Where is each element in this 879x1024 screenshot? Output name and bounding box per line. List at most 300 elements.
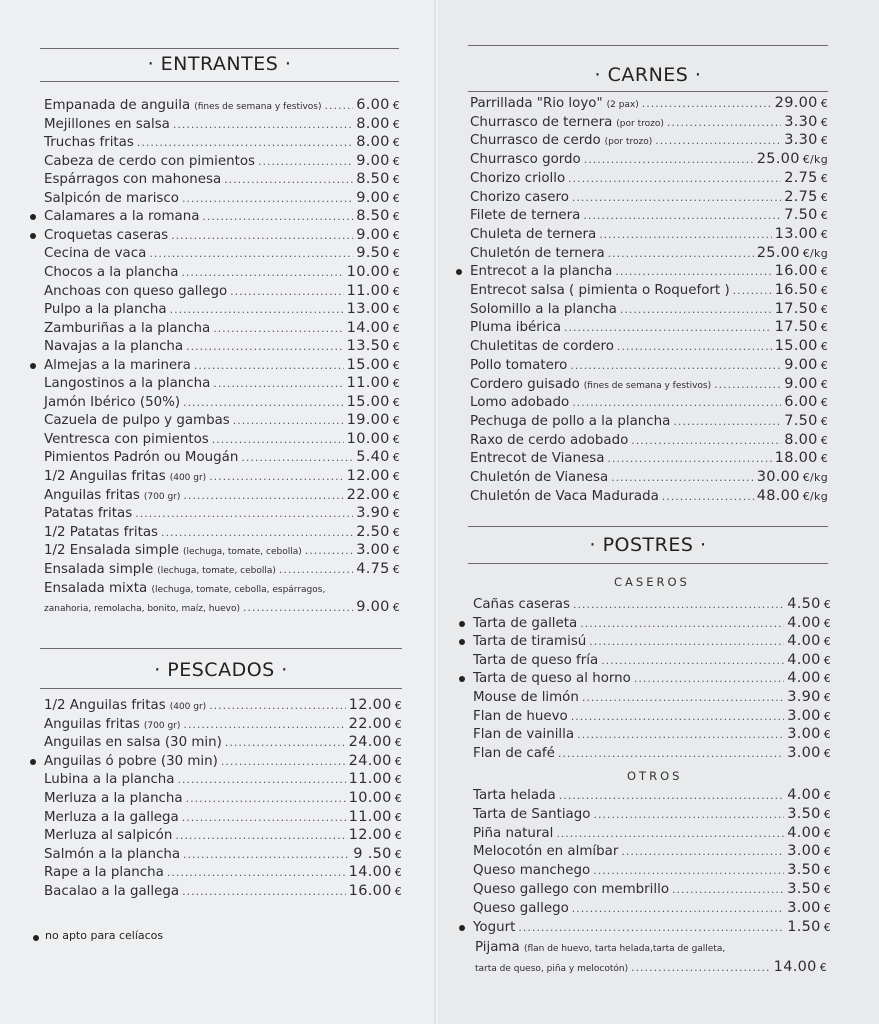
price-unit: €: [394, 773, 402, 787]
menu-item-name: Entrecot a la plancha: [470, 264, 613, 280]
menu-item: [44, 523, 400, 542]
price-value: 3.30: [784, 132, 818, 149]
legend-text: no apto para celíacos: [45, 929, 164, 942]
menu-item: [470, 300, 828, 319]
price-value: 15.00: [346, 356, 390, 373]
leader-dots: [518, 919, 784, 937]
menu-item: [470, 281, 828, 300]
price-unit: €: [394, 885, 402, 898]
price-unit: €: [392, 525, 400, 539]
leader-dots: [568, 170, 781, 188]
menu-item: [470, 356, 828, 375]
menu-item: [44, 207, 400, 226]
menu-item-name: Raxo de cerdo adobado: [470, 432, 629, 448]
price-value: 2.75: [784, 188, 818, 205]
menu-item-price: [347, 356, 400, 375]
price-value: 9 .50: [353, 845, 392, 862]
price-unit: €: [820, 171, 828, 185]
menu-item-name: Tarta helada: [473, 788, 556, 803]
menu-item: [44, 560, 400, 580]
leader-dots: [572, 394, 781, 412]
price-unit: €: [823, 883, 831, 896]
menu-item-name: Chorizo casero: [470, 189, 569, 205]
leader-dots: [593, 862, 784, 880]
menu-item-price: [356, 133, 400, 152]
price-unit: €: [820, 209, 828, 223]
menu-item: [470, 206, 828, 225]
price-value: 8.00: [356, 134, 390, 151]
price-unit: €: [392, 284, 400, 298]
price-unit: €: [394, 829, 402, 843]
menu-item-name: Lubina a la plancha: [44, 772, 175, 788]
leader-dots: [593, 806, 784, 824]
leader-dots: [615, 263, 771, 281]
menu-item-price: [784, 169, 828, 188]
leader-dots: [572, 900, 784, 918]
menu-item-note: (700 gr): [143, 720, 181, 731]
price-unit: €/kg: [802, 153, 828, 167]
menu-item: [44, 715, 402, 735]
leader-dots: [209, 468, 343, 486]
menu-item-name: Melocotón en almíbar: [473, 844, 619, 860]
menu-item: [470, 262, 828, 281]
leader-dots: [564, 319, 772, 337]
price-value: 3.00: [787, 707, 821, 724]
menu-item-name: Salpicón de marisco: [44, 190, 179, 206]
price-unit: €: [392, 507, 400, 521]
ensalada-mixta-line1: [44, 581, 325, 596]
menu-item-price: [787, 725, 831, 744]
price-unit: €: [820, 321, 828, 335]
price-value: 13.00: [774, 225, 818, 242]
leader-dots: [577, 726, 784, 744]
celiac-warning-bullet-icon: [30, 233, 36, 239]
leader-dots: [620, 301, 772, 319]
menu-item-name: Merluza a la gallega: [44, 809, 179, 825]
price-value: 8.00: [356, 115, 390, 132]
price-value: 9.00: [356, 599, 390, 615]
menu-item-price: [784, 356, 828, 375]
ensalada-mixta-note-2: zanahoria, remolacha, bonito, maíz, huevo): [44, 604, 241, 614]
menu-item-name: Chuleta de ternera: [470, 226, 597, 242]
price-unit: €: [823, 826, 831, 840]
menu-item: [44, 733, 402, 752]
menu-item-name: 1/2 Anguilas fritas: [44, 469, 166, 484]
pescados-top-rule: [40, 648, 402, 649]
leader-dots: [212, 431, 344, 449]
price-value: 30.00: [756, 469, 800, 485]
leader-dots: [213, 320, 343, 338]
leader-dots: [186, 338, 344, 356]
leader-dots: [173, 116, 353, 134]
price-value: 10.00: [346, 430, 390, 447]
leader-dots: [583, 207, 781, 225]
leader-dots: [601, 652, 784, 670]
leader-dots: [589, 633, 784, 651]
menu-item-name: Flan de huevo: [473, 708, 568, 724]
price-unit: €: [820, 396, 828, 410]
menu-item-price: [356, 598, 400, 617]
menu-item: [470, 113, 828, 133]
price-unit: €: [823, 653, 831, 667]
menu-item-name: Anguilas fritas: [44, 487, 140, 503]
menu-item: [44, 115, 400, 134]
menu-item-name: Filete de ternera: [470, 208, 581, 224]
menu-item-name: Parrillada "Rio loyo": [470, 96, 603, 111]
menu-item-name: Pluma ibérica: [470, 320, 562, 336]
menu-item-price: [787, 861, 831, 880]
menu-item-price: [757, 487, 828, 506]
menu-item: [44, 263, 400, 282]
leader-dots: [182, 883, 346, 901]
ensalada-mixta-name: Ensalada mixta: [44, 581, 148, 596]
menu-item-name: Mejillones en salsa: [44, 116, 170, 132]
leader-dots: [714, 376, 781, 394]
menu-item-price: [349, 715, 402, 734]
menu-item-name: Flan de vainilla: [473, 727, 575, 743]
leader-dots: [171, 227, 353, 245]
leader-dots: [213, 375, 343, 393]
left-page: [0, 0, 436, 1024]
leader-dots: [209, 697, 345, 715]
menu-item-price: [775, 449, 828, 468]
leader-dots: [607, 450, 771, 468]
celiac-warning-bullet-icon: [459, 639, 465, 645]
menu-item-price: [784, 375, 828, 394]
menu-item-price: [775, 281, 828, 300]
leader-dots: [183, 394, 344, 412]
leader-dots: [573, 596, 784, 614]
menu-item-price: [347, 282, 400, 301]
price-value: 16.00: [348, 883, 392, 899]
menu-item-price: [356, 560, 400, 579]
menu-item-note: (lechuga, tomate, cebolla): [183, 547, 302, 558]
menu-item: [470, 449, 828, 468]
menu-item-price: [784, 188, 828, 207]
celiac-warning-bullet-icon: [459, 621, 465, 627]
entrantes-top-rule: [40, 48, 399, 49]
menu-item-name: Entrecot salsa ( pimienta o Roquefort ): [470, 283, 730, 298]
menu-item-name: Rape a la plancha: [44, 865, 164, 881]
menu-item: [44, 374, 400, 393]
leader-dots: [241, 449, 353, 467]
menu-item: [44, 808, 402, 827]
menu-item: [44, 152, 400, 171]
menu-item: [44, 282, 400, 301]
price-value: 24.00: [348, 752, 392, 769]
menu-item: [44, 411, 400, 430]
menu-item-name: Chuletón de Vianesa: [470, 470, 609, 485]
price-value: 17.50: [774, 319, 818, 336]
pijama-note-1: (flan de huevo, tarta helada,tarta de galleta,: [523, 944, 726, 954]
price-unit: €: [823, 864, 831, 878]
price-value: 4.50: [787, 596, 821, 612]
menu-item-price: [787, 744, 831, 763]
price-unit: €: [823, 845, 831, 859]
price-unit: €: [394, 866, 402, 880]
menu-item: [44, 696, 402, 716]
price-unit: €: [823, 635, 831, 649]
price-value: 15.00: [774, 338, 818, 355]
price-value: 3.30: [784, 113, 818, 130]
menu-item: [44, 752, 402, 771]
price-unit: €: [392, 451, 400, 465]
leader-dots: [582, 689, 784, 707]
price-unit: €: [820, 227, 828, 241]
entrantes-bottom-rule: [40, 81, 399, 82]
menu-item-price: [784, 131, 828, 150]
leader-dots: [182, 190, 353, 208]
price-value: 25.00: [756, 244, 800, 261]
price-value: 11.00: [346, 375, 390, 392]
menu-item: [44, 845, 402, 864]
leader-dots: [608, 245, 754, 263]
menu-item: [44, 356, 400, 375]
menu-item-name: Churrasco de ternera: [470, 114, 613, 130]
menu-item-name: Chorizo criollo: [470, 170, 566, 186]
menu-item: [44, 504, 400, 523]
menu-item-name: Pechuga de pollo a la plancha: [470, 413, 671, 429]
price-value: 11.00: [348, 808, 392, 825]
menu-item: [470, 169, 828, 188]
menu-item-name: Chocos a la plancha: [44, 264, 179, 280]
menu-item: [44, 226, 400, 245]
menu-item-name: 1/2 Patatas fritas: [44, 524, 159, 540]
price-unit: €/kg: [802, 471, 828, 484]
price-value: 22.00: [348, 715, 392, 732]
price-value: 3.50: [787, 805, 821, 822]
menu-item-name: Merluza a la plancha: [44, 791, 183, 806]
menu-item: [44, 430, 400, 449]
menu-item-name: Chuletón de Vaca Madurada: [470, 488, 659, 504]
menu-item-name: 1/2 Anguilas fritas: [44, 698, 166, 713]
menu-item-name: Yogurt: [473, 919, 516, 935]
menu-item: [473, 707, 831, 726]
menu-item-price: [787, 632, 831, 651]
leader-dots: [570, 357, 781, 375]
menu-item-price: [349, 882, 402, 901]
leader-dots: [631, 432, 781, 450]
leader-dots: [243, 599, 353, 617]
menu-item-price: [347, 430, 400, 449]
leader-dots: [584, 151, 754, 169]
price-unit: €: [392, 228, 400, 242]
leader-dots: [733, 282, 772, 300]
menu-item-note: (400 gr): [169, 473, 207, 483]
leader-dots: [175, 827, 345, 845]
menu-item: [44, 863, 402, 882]
menu-item: [473, 824, 831, 843]
price-value: 3.90: [787, 689, 821, 705]
menu-item-price: [356, 541, 400, 560]
menu-item: [470, 393, 828, 412]
leader-dots: [642, 95, 772, 113]
menu-item-price: [784, 113, 828, 132]
leader-dots: [137, 134, 353, 152]
menu-item: [470, 150, 828, 169]
price-value: 4.00: [787, 670, 821, 687]
leader-dots: [617, 338, 772, 356]
price-value: 48.00: [756, 487, 800, 504]
menu-item: [470, 244, 828, 263]
menu-item: [470, 375, 828, 395]
leader-dots: [183, 487, 343, 505]
price-unit: €: [394, 754, 402, 768]
price-unit: €: [392, 117, 400, 131]
menu-item-name: Lomo adobado: [470, 395, 570, 411]
menu-item-note: (lechuga, tomate, cebolla): [157, 565, 276, 576]
price-value: 6.00: [784, 394, 818, 411]
menu-item: [470, 337, 828, 356]
menu-item-name: Truchas fritas: [44, 135, 134, 151]
menu-item: [473, 918, 831, 937]
price-unit: €: [392, 562, 400, 576]
menu-item-name: Tarta de galleta: [473, 615, 578, 631]
price-unit: €: [394, 847, 402, 861]
menu-item-note: (por trozo): [604, 137, 653, 148]
menu-item: [473, 651, 831, 670]
menu-item-note: (fines de semana y festivos): [583, 380, 712, 391]
menu-item: [44, 826, 402, 845]
leader-dots: [225, 734, 346, 752]
menu-item-price: [347, 337, 400, 356]
menu-item-name: Queso gallego con membrillo: [473, 882, 670, 897]
menu-item-name: Pulpo a la plancha: [44, 302, 167, 318]
menu-item-price: [349, 789, 402, 808]
menu-item-name: Anchoas con queso gallego: [44, 283, 228, 299]
pijama-line1: [475, 940, 725, 955]
price-value: 4.00: [787, 614, 821, 631]
menu-item-price: [784, 206, 828, 225]
menu-item-price: [757, 468, 828, 487]
menu-item: [470, 225, 828, 244]
leader-dots: [621, 843, 784, 861]
menu-item-price: [787, 880, 831, 899]
menu-item-name: Anguilas en salsa (30 min): [44, 735, 222, 751]
price-value: 9.00: [356, 189, 390, 206]
ensalada-mixta-note-1: (lechuga, tomate, cebolla, espárragos,: [151, 585, 326, 595]
price-value: 13.50: [346, 338, 390, 355]
celiac-warning-bullet-icon: [459, 676, 465, 682]
menu-item-name: Cordero guisado: [470, 376, 580, 392]
price-unit: €: [820, 97, 828, 110]
price-unit: €: [392, 136, 400, 150]
postres-bottom-rule: [468, 563, 828, 564]
menu-item-price: [787, 842, 831, 861]
price-unit: €: [394, 792, 402, 805]
leader-dots: [183, 846, 350, 864]
menu-item-price: [784, 393, 828, 412]
price-unit: €: [392, 265, 400, 279]
price-value: 9.00: [356, 152, 390, 169]
price-unit: €: [823, 709, 831, 723]
price-value: 12.00: [348, 827, 392, 844]
price-unit: €: [823, 901, 831, 915]
leader-dots: [667, 114, 781, 132]
leader-dots: [224, 171, 353, 189]
price-unit: €: [823, 672, 831, 686]
menu-item-price: [787, 688, 831, 707]
price-value: 10.00: [348, 790, 392, 806]
otros-subheading: OTROS: [627, 769, 683, 783]
price-value: 3.50: [787, 881, 821, 897]
leader-dots: [559, 787, 784, 805]
menu-item-name: Calamares a la romana: [44, 209, 200, 225]
price-value: 16.50: [774, 282, 818, 298]
price-unit: €: [820, 115, 828, 129]
menu-item-price: [775, 300, 828, 319]
price-unit: €: [819, 961, 827, 974]
price-value: 4.00: [787, 824, 821, 841]
leader-dots: [556, 825, 784, 843]
leader-dots: [611, 469, 754, 487]
menu-item-price: [356, 96, 400, 115]
leader-dots: [305, 542, 353, 560]
price-unit: €: [392, 395, 400, 409]
menu-item: [44, 319, 400, 338]
price-unit: €: [394, 699, 402, 712]
menu-item-price: [347, 393, 400, 412]
leader-dots: [170, 301, 344, 319]
leader-dots: [194, 357, 344, 375]
menu-item: [470, 487, 828, 506]
pijama-line2: [475, 958, 827, 978]
menu-item-name: Churrasco gordo: [470, 152, 581, 168]
menu-item-price: [356, 504, 400, 523]
price-unit: €: [392, 173, 400, 187]
menu-item: [44, 189, 400, 208]
menu-item-name: 1/2 Ensalada simple: [44, 543, 180, 559]
menu-item: [44, 789, 402, 808]
menu-item-price: [775, 94, 828, 113]
menu-item-note: (2 pax): [606, 100, 639, 110]
price-unit: €: [392, 247, 400, 261]
price-unit: €: [392, 470, 400, 483]
menu-item-price: [356, 170, 400, 189]
price-value: 3.00: [787, 744, 821, 761]
menu-item: [44, 133, 400, 152]
price-value: 4.00: [787, 633, 821, 650]
menu-item-price: [347, 411, 400, 430]
price-unit: €: [823, 598, 831, 611]
menu-item: [473, 595, 831, 614]
price-unit: €/kg: [802, 489, 828, 503]
menu-item: [44, 486, 400, 506]
price-unit: €: [392, 601, 400, 614]
menu-item-price: [349, 696, 402, 715]
price-unit: €: [392, 191, 400, 205]
leader-dots: [662, 488, 754, 506]
menu-item-price: [347, 486, 400, 505]
price-unit: €: [823, 691, 831, 704]
price-unit: €: [823, 807, 831, 821]
menu-item-name: Zamburiñas a la plancha: [44, 320, 211, 336]
leader-dots: [221, 753, 346, 771]
price-value: 15.00: [346, 393, 390, 410]
menu-item-name: Bacalao a la gallega: [44, 884, 180, 899]
menu-item-price: [349, 808, 402, 827]
price-unit: €: [392, 210, 400, 224]
price-value: 11.00: [348, 771, 392, 788]
pijama-note-2: tarta de queso, piña y melocotón): [475, 964, 629, 974]
price-value: 1.50: [787, 918, 821, 935]
menu-item-price: [787, 614, 831, 633]
price-unit: €: [820, 134, 828, 148]
price-unit: €: [820, 190, 828, 204]
menu-item-name: Queso gallego: [473, 900, 569, 916]
leader-dots: [161, 524, 353, 542]
leader-dots: [258, 153, 353, 171]
